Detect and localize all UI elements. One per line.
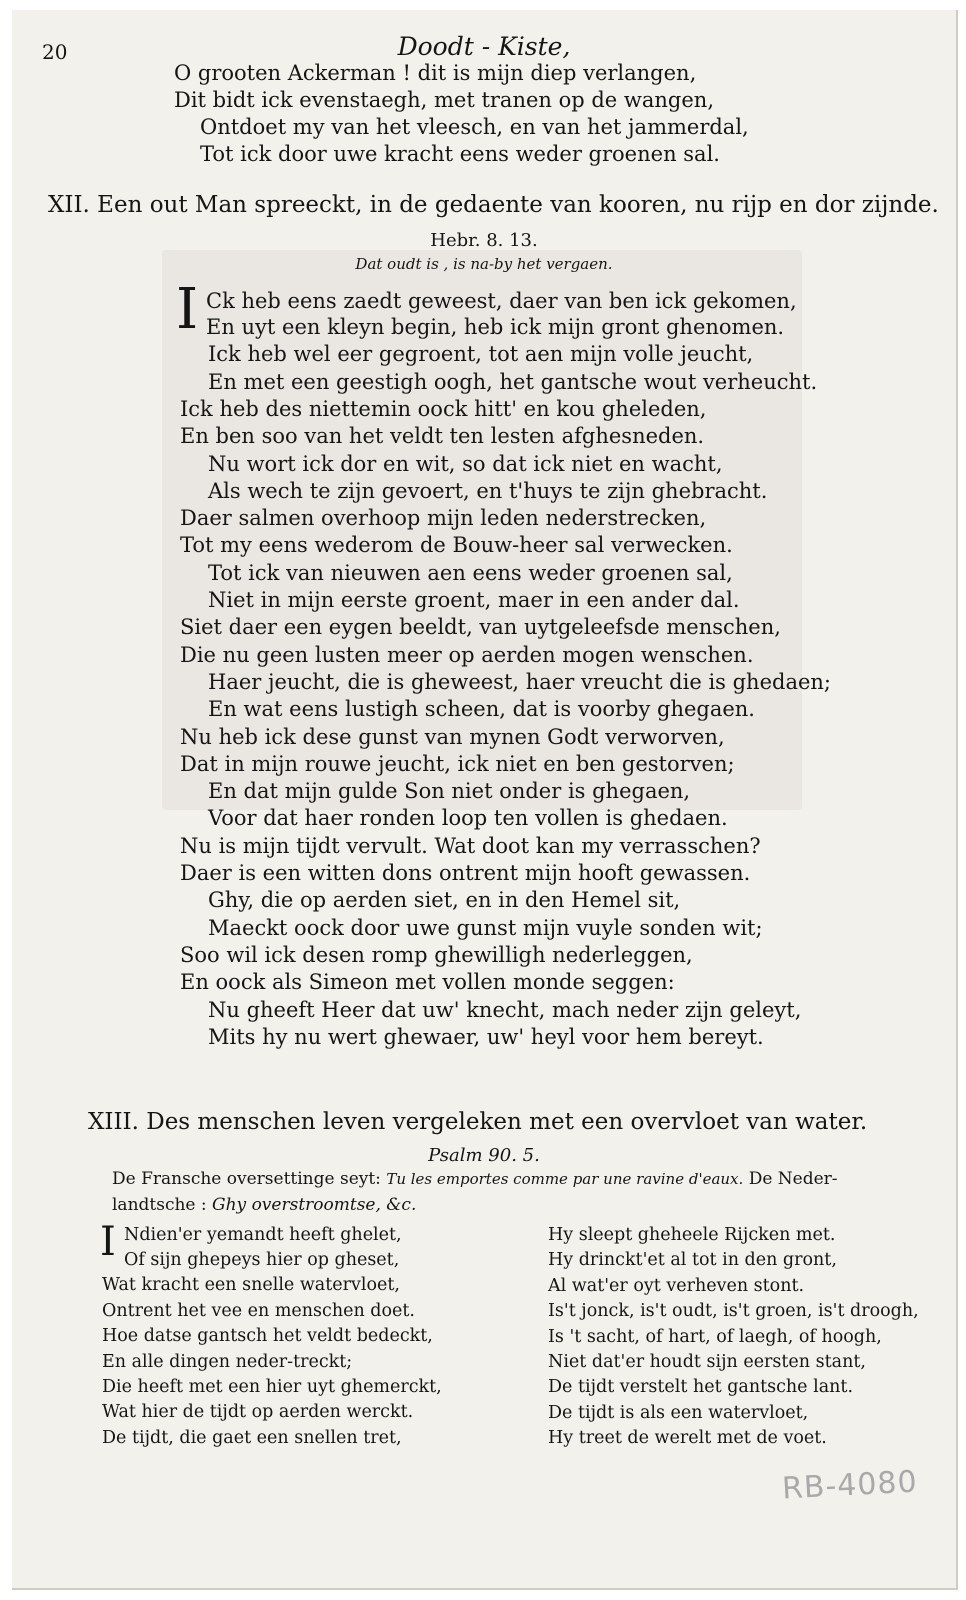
poem-line: En ben soo van het veldt ten lesten afghesneden.: [180, 424, 705, 449]
poem-line: En dat mijn gulde Son niet onder is ghegaen,: [208, 779, 691, 804]
poem-line: Wat kracht een snelle watervloet,: [102, 1275, 400, 1296]
poem-line: Nu wort ick dor en wit, so dat ick niet en wacht,: [208, 451, 723, 476]
translation-note-line-1: [112, 1168, 838, 1190]
poem-line: Mits hy nu wert ghewaer, uw' heyl voor hem bereyt.: [208, 1024, 764, 1049]
poem-line: Ontrent het vee en menschen doet.: [102, 1300, 415, 1321]
translation-note-line-2: [112, 1194, 416, 1216]
poem-line: Is't jonck, is't oudt, is't groen, is't droogh,: [548, 1301, 919, 1322]
poem-line: Dat in mijn rouwe jeucht, ick niet en ben gestorven;: [180, 751, 735, 776]
poem-line: Ick heb des niettemin oock hitt' en kou gheleden,: [180, 396, 707, 421]
drop-cap: I: [100, 1219, 116, 1265]
poem-line: Niet in mijn eerste groent, maer in een ander dal.: [208, 588, 740, 612]
poem-line: Hoe datse gantsch het veldt bedeckt,: [102, 1326, 433, 1347]
note-prefix: De Fransche oversettinge seyt:: [112, 1169, 381, 1189]
page-sheet: [12, 10, 958, 1590]
poem-line: Die heeft met een hier uyt ghemerckt,: [102, 1377, 442, 1397]
poem-line: Die nu geen lusten meer op aerden mogen wenschen.: [180, 642, 754, 667]
poem-line: Nu gheeft Heer dat uw' knecht, mach neder zijn geleyt,: [208, 997, 802, 1022]
poem-xiii-reference: Psalm 90. 5.: [428, 1145, 540, 1166]
poem-line: Nu is mijn tijdt vervult. Wat doot kan my verrasschen?: [180, 833, 761, 858]
note-french: Tu les emportes comme par une ravine d'eaux.: [386, 1170, 744, 1188]
note-dutch: Ghy overstroomtse, &c.: [212, 1195, 417, 1215]
stanza-line: Tot ick door uwe kracht eens weder groenen sal.: [200, 142, 720, 166]
poem-line: En wat eens lustigh scheen, dat is voorby ghegaen.: [208, 697, 755, 722]
poem-line: Ghy, die op aerden siet, en in den Hemel sit,: [208, 888, 681, 913]
stanza-line: O grooten Ackerman ! dit is mijn diep verlangen,: [174, 61, 697, 85]
poem-line: Niet dat'er houdt sijn eersten stant,: [548, 1352, 866, 1372]
poem-line: En uyt een kleyn begin, heb ick mijn gront ghenomen.: [206, 315, 785, 339]
poem-xii-motto: Dat oudt is , is na-by het vergaen.: [355, 255, 613, 273]
poem-line: Tot my eens wederom de Bouw-heer sal verwecken.: [180, 533, 733, 558]
poem-line: Als wech te zijn gevoert, en t'huys te zijn ghebracht.: [208, 478, 768, 503]
poem-line: Haer jeucht, die is gheweest, haer vreucht die is ghedaen;: [208, 669, 831, 694]
poem-line: En alle dingen neder-treckt;: [102, 1351, 353, 1372]
poem-xii-heading: XII. Een out Man spreeckt, in de gedaente van kooren, nu rijp en dor zijnde.: [48, 192, 939, 218]
poem-line: Of sijn ghepeys hier op gheset,: [124, 1250, 400, 1270]
page-number: 20: [42, 40, 68, 64]
poem-xii-reference: Hebr. 8. 13.: [430, 230, 538, 251]
poem-line: Siet daer een eygen beeldt, van uytgeleefsde menschen,: [180, 615, 781, 640]
drop-cap: I: [176, 277, 199, 342]
poem-line: Ck heb eens zaedt geweest, daer van ben ick gekomen,: [206, 289, 797, 313]
poem-line: Maeckt oock door uwe gunst mijn vuyle sonden wit;: [208, 915, 763, 940]
poem-line: Hy sleept gheheele Rijcken met.: [548, 1225, 836, 1245]
poem-line: Voor dat haer ronden loop ten vollen is ghedaen.: [208, 806, 728, 831]
poem-line: Hy drinckt'et al tot in den gront,: [548, 1250, 837, 1271]
poem-line: Nu heb ick dese gunst van mynen Godt verworven,: [180, 724, 725, 749]
poem-line: De tijdt verstelt het gantsche lant.: [548, 1377, 854, 1398]
poem-line: En oock als Simeon met vollen monde seggen:: [180, 970, 675, 995]
poem-line: Wat hier de tijdt op aerden werckt.: [102, 1402, 414, 1423]
poem-line: Hy treet de werelt met de voet.: [548, 1428, 827, 1449]
poem-line: Daer salmen overhoop mijn leden nederstrecken,: [180, 506, 707, 531]
poem-line: De tijdt, die gaet een snellen tret,: [102, 1427, 402, 1448]
poem-line: En met een geestigh oogh, het gantsche wout verheucht.: [208, 369, 818, 394]
poem-line: Ick heb wel eer gegroent, tot aen mijn volle jeucht,: [208, 342, 754, 367]
poem-line: Tot ick van nieuwen aen eens weder groenen sal,: [208, 560, 733, 585]
poem-line: Soo wil ick desen romp ghewilligh nederleggen,: [180, 942, 693, 967]
running-head: Doodt - Kiste,: [397, 32, 571, 61]
stanza-line: Dit bidt ick evenstaegh, met tranen op de wangen,: [174, 88, 714, 112]
pencil-inventory-mark: RB-4080: [781, 1464, 919, 1507]
note-line2-prefix: landtsche :: [112, 1195, 207, 1215]
poem-line: De tijdt is als een watervloet,: [548, 1402, 809, 1423]
stanza-line: Ontdoet my van het vleesch, en van het jammerdal,: [200, 115, 749, 139]
poem-line: Ndien'er yemandt heeft ghelet,: [124, 1225, 402, 1245]
note-mid: De Neder-: [748, 1169, 838, 1189]
poem-line: Is 't sacht, of hart, of laegh, of hoogh,: [548, 1326, 882, 1347]
poem-xiii-heading: XIII. Des menschen leven vergeleken met een overvloet van water.: [88, 1109, 868, 1135]
poem-line: Al wat'er oyt verheven stont.: [548, 1275, 805, 1296]
poem-line: Daer is een witten dons ontrent mijn hooft gewassen.: [180, 861, 751, 885]
